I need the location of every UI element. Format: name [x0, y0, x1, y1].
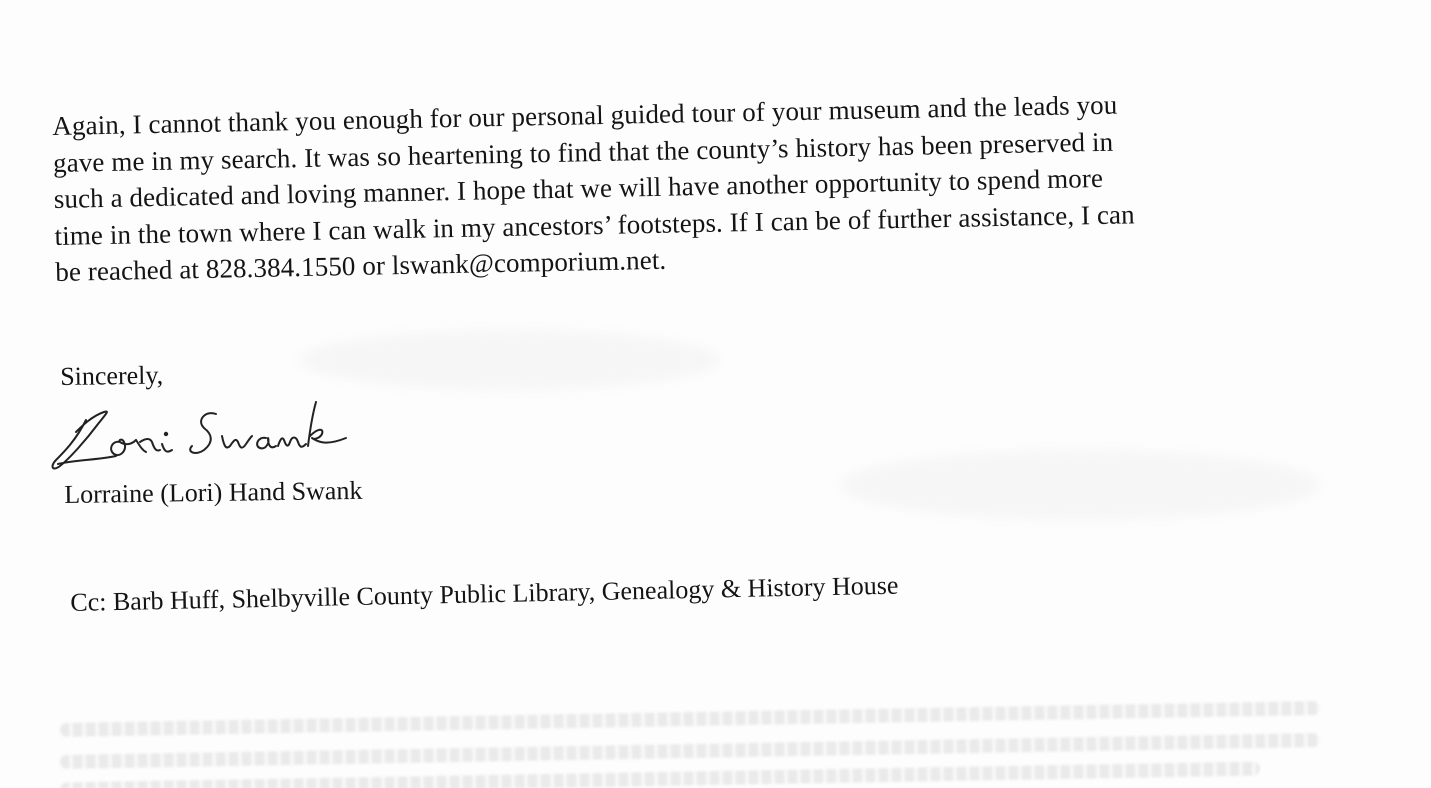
handwritten-signature — [46, 380, 366, 480]
paragraph-line: time in the town where I can walk in my ancestors’ footsteps. If I can be of further assistance, I can — [54, 198, 1135, 251]
paragraph-line: be reached at 828.384.1550 or lswank@comporium.net. — [54, 244, 667, 287]
paper-smudge — [840, 450, 1320, 520]
cc-line: Cc: Barb Huff, Shelbyville County Public Library, Genealogy & History House — [70, 570, 899, 617]
paragraph-line: such a dedicated and loving manner. I hope that we will have another opportunity to spend more — [53, 162, 1104, 214]
paragraph-line: Again, I cannot thank you enough for our personal guided tour of your museum and the leads you — [52, 89, 1118, 141]
bleed-through-text — [60, 701, 1320, 737]
signer-name: Lorraine (Lori) Hand Swank — [64, 475, 363, 509]
paragraph-line: gave me in my search. It was so heartening to find that the county’s history has been preserved in — [52, 126, 1114, 178]
letter-paragraph — [52, 82, 1355, 291]
closing: Sincerely, — [60, 360, 164, 391]
